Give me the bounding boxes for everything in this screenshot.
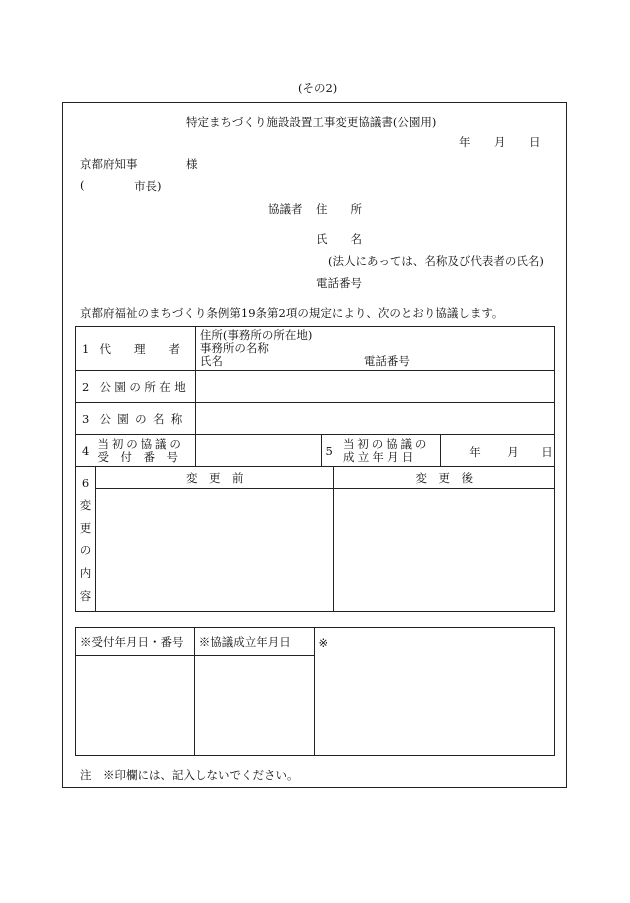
office-established-header: ※協議成立年月日	[194, 628, 314, 656]
addressee-sama: 様	[186, 157, 198, 171]
office-remarks-field	[314, 628, 554, 756]
agent-num: 1	[76, 327, 96, 371]
change-vertical-4: 内	[79, 565, 92, 580]
park-location-num: 2	[76, 371, 96, 403]
initial-date-year: 年	[469, 445, 481, 459]
change-after-field[interactable]	[334, 489, 555, 612]
agent-office-label: 事務所の名称	[199, 341, 269, 355]
agent-field[interactable]	[195, 327, 554, 371]
application-table	[75, 326, 555, 467]
addressee-mayor: 市長)	[134, 179, 162, 193]
park-location-label: 公園の所在地	[95, 371, 195, 403]
agent-label: 代 理 者	[95, 327, 195, 371]
agent-row	[76, 327, 555, 371]
office-receipt-header: ※受付年月日・番号	[76, 628, 195, 656]
addressee-governor: 京都府知事	[80, 157, 138, 171]
date-year[interactable]: 年	[459, 135, 471, 149]
office-receipt-field	[76, 656, 195, 756]
park-location-row	[76, 371, 555, 403]
change-before-field[interactable]	[95, 489, 333, 612]
form-number: (その2)	[298, 81, 338, 95]
initial-date-field[interactable]	[441, 435, 555, 467]
park-name-label: 公園の名称	[95, 403, 195, 435]
change-vertical-1: 変	[79, 497, 92, 512]
agent-name-label: 氏名	[199, 354, 223, 368]
party-address-label: 住 所	[316, 202, 362, 216]
change-after-header: 変 更 後	[334, 467, 555, 489]
party-label: 協議者	[268, 202, 303, 216]
statement: 京都府福祉のまちづくり条例第19条第2項の規定により、次のとおり協議します。	[80, 306, 504, 320]
party-name-label: 氏 名	[316, 232, 362, 246]
initial-date-day: 日	[541, 445, 553, 459]
addressee-paren: (	[80, 178, 85, 192]
initial-receipt-label-line1: 当初の協議の	[97, 436, 184, 451]
change-vertical-3: の	[79, 543, 92, 558]
office-mark: ※	[318, 636, 329, 650]
change-vertical-2: 更	[79, 520, 92, 535]
initial-date-label	[341, 435, 441, 467]
initial-row	[76, 435, 555, 467]
initial-receipt-num: 4	[76, 435, 96, 467]
park-name-row	[76, 403, 555, 435]
date-month[interactable]: 月	[494, 135, 506, 149]
office-established-field	[194, 656, 314, 756]
change-table	[75, 466, 555, 612]
change-before-header: 変 更 前	[95, 467, 333, 489]
park-name-num: 3	[76, 403, 96, 435]
change-vertical-5: 容	[79, 588, 92, 603]
initial-date-label-line2: 成立年月日	[342, 449, 417, 464]
park-location-field[interactable]	[195, 371, 554, 403]
agent-phone-label: 電話番号	[363, 354, 410, 368]
change-label	[76, 467, 96, 612]
office-use-table	[75, 627, 555, 756]
initial-date-month: 月	[507, 445, 519, 459]
footnote: 注 ※印欄には、記入しないでください。	[80, 768, 299, 782]
initial-receipt-label-line2: 受 付 番 号	[97, 449, 178, 464]
form-title: 特定まちづくり施設設置工事変更協議書(公園用)	[186, 115, 437, 129]
agent-address-label: 住所(事務所の所在地)	[199, 328, 313, 342]
initial-date-label-line1: 当初の協議の	[342, 436, 430, 451]
party-corporate-note: (法人にあっては、名称及び代表者の氏名)	[328, 254, 544, 268]
initial-date-num: 5	[321, 435, 341, 467]
date-day[interactable]: 日	[529, 135, 541, 149]
initial-receipt-field[interactable]	[195, 435, 321, 467]
party-phone-label: 電話番号	[316, 276, 362, 290]
park-name-field[interactable]	[195, 403, 554, 435]
initial-receipt-label	[95, 435, 195, 467]
change-num: 6	[81, 476, 90, 491]
